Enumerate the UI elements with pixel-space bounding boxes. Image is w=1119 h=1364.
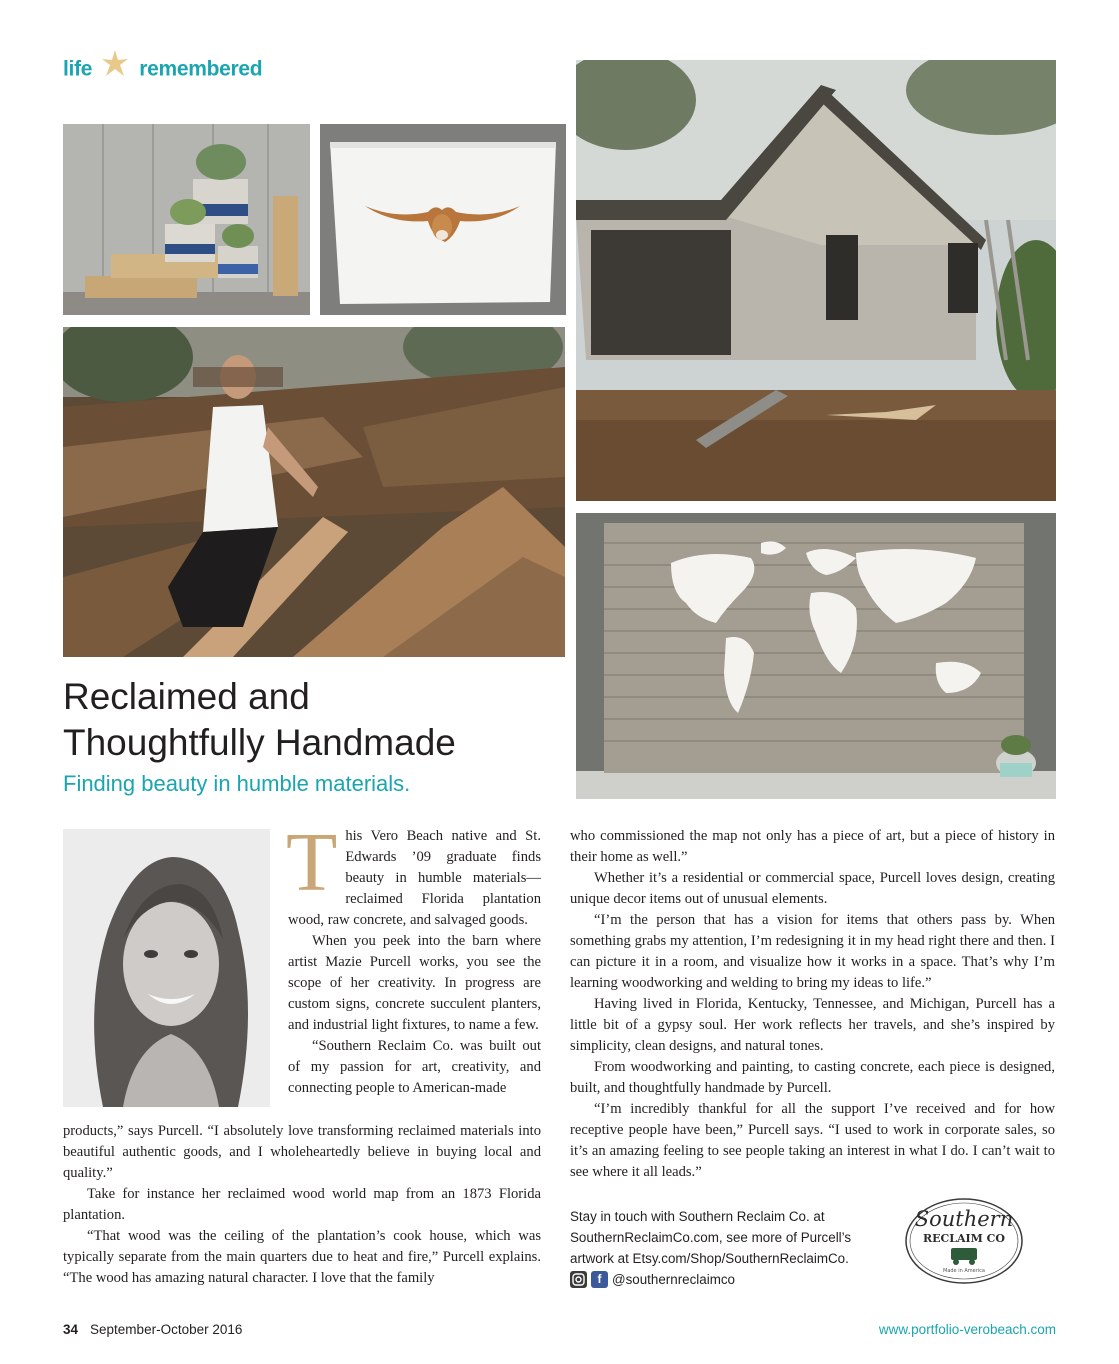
- photo-portrait: [63, 829, 270, 1107]
- facebook-icon[interactable]: f: [591, 1271, 608, 1288]
- article-subtitle: Finding beauty in humble materials.: [63, 771, 411, 796]
- article-title: [63, 674, 563, 766]
- website-link[interactable]: www.portfolio-verobeach.com: [878, 1322, 1056, 1337]
- paragraph-barn: When you peek into the barn where artist Mazie Purcell works, you see the scope of her creativity. In progress are custom signs, concrete succulent planters, and industrial light fixtures, to name a few.: [288, 933, 541, 1033]
- article-column-1-bottom: [63, 1121, 541, 1289]
- instagram-icon[interactable]: [570, 1271, 587, 1288]
- contact-line-1: Stay in touch with Southern Reclaim Co. at: [570, 1209, 825, 1224]
- title-line-1: Reclaimed and: [63, 676, 310, 717]
- logo-small: Made in America: [943, 1268, 985, 1274]
- paragraph-cook-house: “That wood was the ceiling of the plantation’s cook house, which was typically separate from the main quarters due to heat and fire,” Purcell explains. “The wood has amazing natural character. I love that the family: [63, 1228, 541, 1286]
- paragraph-quote-end: products,” says Purcell. “I absolutely love transforming reclaimed materials into beautiful authentic goods, and I wholeheartedly believe in buying local and quality.”: [63, 1123, 541, 1181]
- southern-reclaim-logo: [899, 1196, 1029, 1286]
- page-number: 34: [63, 1322, 79, 1337]
- social-row: [570, 1269, 900, 1290]
- paragraph-history: who commissioned the map not only has a piece of art, but a piece of history in their home as well.”: [570, 828, 1055, 865]
- paragraph-vision: “I’m the person that has a vision for items that others pass by. When something grabs my attention, I’m redesigning it in my head right there and then. I can picture it in a room, and visualize how it works in a space. That’s why I’m learning woodworking and welding to bring my ideas to life.”: [570, 912, 1055, 991]
- photo-woman-lumber: [63, 327, 565, 657]
- contact-line-3: artwork at Etsy.com/Shop/SouthernReclaimCo.: [570, 1251, 849, 1266]
- photo-plantation-house: [576, 60, 1056, 501]
- issue-date: September-October 2016: [90, 1322, 243, 1337]
- page-folio: [63, 1322, 242, 1337]
- paragraph-design: Whether it’s a residential or commercial space, Purcell loves design, creating unique decor items out of unusual elements.: [570, 870, 1055, 907]
- truck-icon: [951, 1248, 977, 1260]
- paragraph-process: From woodworking and painting, to casting concrete, each piece is designed, built, and thoughtfully handmade by Purcell.: [570, 1059, 1055, 1096]
- paragraph-travels: Having lived in Florida, Kentucky, Tennessee, and Michigan, Purcell has a little bit of a gypsy soul. Her work reflects her travels, and she’s inspired by simplicity, clean designs, and natural tones.: [570, 996, 1055, 1054]
- photo-succulent-planters: [63, 124, 310, 315]
- article-column-2: [570, 826, 1055, 1183]
- social-handle[interactable]: @southernreclaimco: [612, 1272, 736, 1287]
- section-label-right: remembered: [139, 57, 263, 81]
- article-column-1-top: [286, 816, 541, 1099]
- title-line-2: Thoughtfully Handmade: [63, 722, 456, 763]
- photo-longhorn-card: [320, 124, 566, 315]
- logo-caps: RECLAIM CO: [922, 1232, 1006, 1245]
- paragraph-world-map: Take for instance her reclaimed wood world map from an 1873 Florida plantation.: [63, 1186, 541, 1223]
- logo-script: Southern: [914, 1207, 1014, 1231]
- paragraph-thanks: “I’m incredibly thankful for all the support I’ve received and for how receptive people have been,” Purcell says. “I used to work in corporate sales, so it’s an amazing feeling to see people taking an interest in what I do. I can’t wait to see where it all leads.”: [570, 1101, 1055, 1180]
- paragraph-quote-start: “Southern Reclaim Co. was built out of my passion for art, creativity, and connecting people to American-made: [288, 1038, 541, 1096]
- starfish-icon: [100, 48, 130, 84]
- contact-info: [570, 1206, 900, 1290]
- section-header: [63, 56, 262, 84]
- drop-cap: T: [286, 816, 338, 909]
- section-label-left: life: [63, 57, 93, 81]
- paragraph-intro: This Vero Beach native and St. Edwards ’09 graduate finds beauty in humble materials—reclaimed Florida plantation wood, raw concrete, and salvaged goods.: [286, 816, 541, 928]
- photo-world-map: [576, 513, 1056, 799]
- contact-line-2: SouthernReclaimCo.com, see more of Purcell’s: [570, 1230, 852, 1245]
